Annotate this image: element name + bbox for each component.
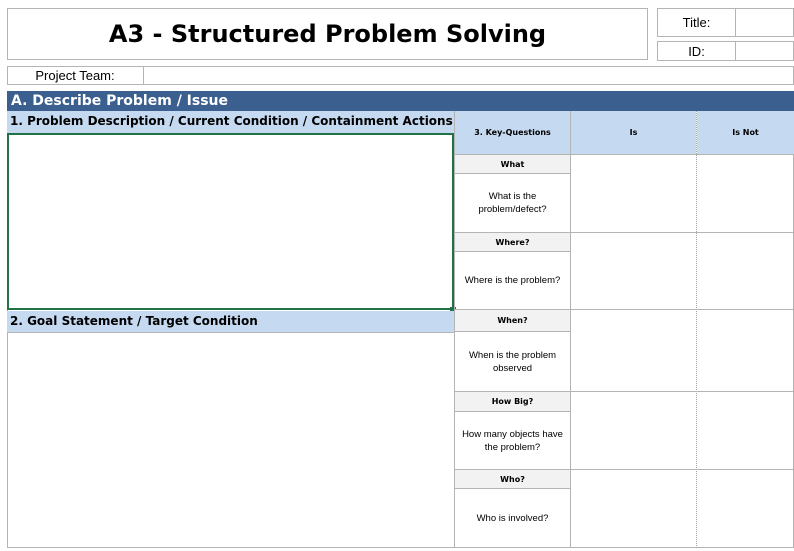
is-not-header: Is Not xyxy=(697,111,794,154)
problem-description-input[interactable] xyxy=(7,133,454,310)
title-label: Title: xyxy=(682,15,711,30)
goal-statement-header: 2. Goal Statement / Target Condition xyxy=(7,311,454,332)
is-cell-how-big[interactable] xyxy=(571,392,696,469)
question-label-what: What xyxy=(455,155,570,173)
is-not-cell-what[interactable] xyxy=(697,155,794,232)
id-input[interactable] xyxy=(736,42,794,60)
project-team-input[interactable] xyxy=(144,67,794,84)
question-text-where: Where is the problem? xyxy=(464,275,561,286)
is-cell-what[interactable] xyxy=(571,155,696,232)
problem-description-header: 1. Problem Description / Current Condition / Containment Actions xyxy=(7,111,454,133)
is-not-cell-who[interactable] xyxy=(697,470,794,547)
is-cell-when[interactable] xyxy=(571,310,696,391)
is-not-cell-how-big[interactable] xyxy=(697,392,794,469)
id-label: ID: xyxy=(688,43,705,59)
title-input[interactable] xyxy=(736,9,794,36)
is-header: Is xyxy=(571,111,696,154)
form-title: A3 - Structured Problem Solving xyxy=(7,8,648,60)
question-label-where: Where? xyxy=(455,233,570,251)
section-a-header: A. Describe Problem / Issue xyxy=(7,91,794,111)
project-team-label: Project Team: xyxy=(35,68,115,83)
question-text-who: Who is involved? xyxy=(476,512,549,524)
key-questions-header: 3. Key-Questions xyxy=(455,111,570,154)
is-cell-who[interactable] xyxy=(571,470,696,547)
is-not-cell-where[interactable] xyxy=(697,233,794,309)
question-text-what: What is the problem/defect? xyxy=(478,191,547,215)
question-label-how-big: How Big? xyxy=(455,392,570,411)
goal-statement-input[interactable] xyxy=(8,333,453,547)
question-text-when: When is the problem observed xyxy=(468,349,557,374)
is-not-cell-when[interactable] xyxy=(697,310,794,391)
question-label-when: When? xyxy=(455,310,570,331)
question-label-who: Who? xyxy=(455,470,570,488)
question-text-how-big: How many objects have the problem? xyxy=(462,428,563,453)
is-cell-where[interactable] xyxy=(571,233,696,309)
